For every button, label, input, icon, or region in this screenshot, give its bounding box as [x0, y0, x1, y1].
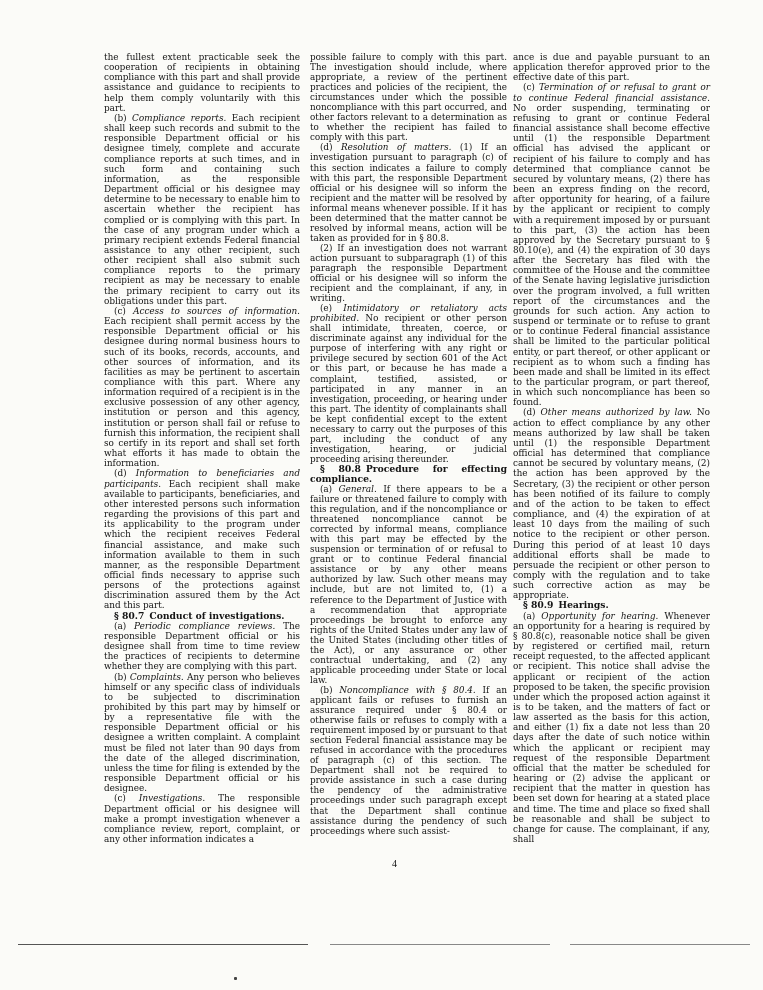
paragraph-heading: Information to beneficiaries and participants.: [104, 469, 300, 490]
paragraph-text: No action to effect compliance by any other means authorized by law shall be taken until (1) the responsible Department official has determined that compliance cannot be secured by voluntary means, (2) the action has been approved by the Secretary, (3) the recipient or other person has been notified of its failure to comply and of the action to be taken to effect compliance, and (4) the expiration of at least 10 days from the mailing of such notice to the recipient or other person. During this period of at least 10 days additional efforts shall be made to persuade the recipient or other person to comply with the regulation and to take such corrective action as may be appropriate.: [513, 408, 711, 602]
footer-rule: [18, 944, 308, 945]
section-heading-80-7: [104, 612, 300, 622]
paragraph-compliance-reports: [104, 114, 300, 307]
paragraph-continuation: ance is due and payable pursuant to an application therefor approved prior to the effective date of this part.: [513, 53, 710, 84]
paragraph-termination: [513, 83, 710, 408]
section-number: § 80.8: [320, 463, 361, 475]
paragraph-label: (c): [523, 83, 535, 94]
paragraph-text: Whenever an opportunity for a hearing is required by § 80.8(c), reasonable notice shall be given by registered or certified mail, return receipt requested, to the affected applicant or recipient. This notice shall advise the applicant or recipient of the action proposed to be taken, the specific provision under which the proposed action against it is to be taken, and the matters of fact or law asserted as the basis for this action, and either (1) fix a date not less than 20 days after the date of such notice within which the applicant or recipient may request of the responsible Department official that the matter be scheduled for hearing or (2) advise the applicant or recipient that the matter in question has been set down for hearing at a stated place and time. The time and place so fixed shall be reasonable and shall be subject to change for cause. The complainant, if any, shall: [513, 611, 710, 846]
paragraph-label: (d): [320, 143, 333, 154]
paragraph-text: Each recipient shall make available to participants, beneficiaries, and other interested persons such information regarding the provisions of this part and its applicability to the program under which the recipient receives Federal financial assistance, and make such information available to them in such manner, as the responsible Department official finds necessary to apprise such persons of the protections against discrimination assured them by the Act and this part.: [104, 479, 300, 612]
paragraph-heading: Complaints.: [129, 672, 184, 683]
footer-rule: [330, 944, 550, 945]
paragraph-information-beneficiaries: [104, 469, 300, 611]
paragraph-text: Any person who believes himself or any specific class of individuals to be subjected to discrimination prohibited by this part may by himself or by a representative file with the responsible Department official or his designee a written complaint. A complaint must be filed not later than 90 days from the date of the alleged discrimination, unless the time for filing is extended by the responsible Department official or his designee.: [104, 672, 300, 795]
paragraph-text: (1) If an investigation pursuant to paragraph (c) of this section indicates a failure to comply with this part, the responsible Department official or his designee will so inform the recipient and the matter will be resolved by informal means whenever possible. If it has been determined that the matter cannot be resolved by informal means, action will be taken as provided for in § 80.8.: [310, 143, 508, 244]
section-number: § 80.9: [523, 600, 554, 612]
paragraph-text: If there appears to be a failure or threatened failure to comply with this regulation, and if the noncompliance or threatened noncompliance cannot be corrected by informal means, compliance with this part may be effected by the suspension or termination of or refusal to grant or to continue Federal financial assistance or by any other means authorized by law. Such other means may include, but are not limited to, (1) a reference to the Department of Justice with a recommendation that appropriate proceedings be brought to enforce any rights of the United States under any law of the United States (including other titles of the Act), or any assurance or other contractual undertaking, and (2) any applicable proceeding under State or local law.: [310, 485, 508, 686]
paragraph-periodic-reviews: [104, 622, 300, 673]
paragraph-complaints: [104, 673, 300, 795]
paragraph-other-means: [513, 408, 710, 601]
section-title: Procedure for effecting compliance.: [310, 463, 507, 485]
paragraph-continuation: possible failure to comply with this part. The investigation should include, where appropriate, a review of the pertinent practices and policies of the recipient, the circumstances under which the possible noncompliance with this part occurred, and other factors relevant to a determination as to whether the recipient has failed to comply with this part.: [310, 53, 507, 144]
paragraph-label: (d): [114, 469, 127, 480]
paragraph-text: The responsible Department official or his designee will make a prompt investigation whenever a compliance review, report, complaint, or any other information indicates a: [104, 794, 301, 846]
paragraph-label: (d): [523, 408, 536, 419]
paragraph-text: Each recipient shall permit access by the responsible Department official or his designee during normal business hours to such of its books, records, accounts, and other sources of information, and its facilities as may be pertinent to ascertain compliance with this part. Where any information required of a recipient is in the exclusive possession of any other agency, institution or person and this agency, institution or person shall fail or refuse to furnish this information, the recipient shall so certify in its report and shall set forth what efforts it has made to obtain the information.: [104, 317, 301, 470]
paragraph-label: (a): [523, 611, 536, 622]
section-heading-80-8: [310, 465, 507, 485]
paragraph-label: (b): [114, 113, 127, 124]
paragraph-label: (b): [114, 672, 127, 683]
paragraph-noncompliance: [310, 686, 507, 837]
paragraph-text: Each recipient shall keep such records and submit to the responsible Department official or his designee timely, complete and accurate compliance reports at such times, and in such form and containing such information, as the responsible Department official or his designee may determine to be necessary to enable him to ascertain whether the recipient has complied or is complying with this part. In the case of any program under which a primary recipient extends Federal financial assistance to any other recipient, such other recipient shall also submit such compliance reports to the primary recipient as may be necessary to enable the primary recipient to carry out its obligations under this part.: [104, 113, 301, 307]
paragraph-text: No recipient or other person shall intimidate, threaten, coerce, or discriminate against any individual for the purpose of interfering with any right or privilege secured by section 601 of the Act or this part, or because he has made a complaint, testified, assisted, or participated in any manner in an investigation, proceeding, or hearing under this part. The identity of complainants shall be kept confidential except to the extent necessary to carry out the purposes of this part, including the conduct of any investigation, hearing, or judicial proceeding arising thereunder.: [310, 314, 508, 465]
paragraph-general: [310, 485, 507, 686]
paragraph-label: (e): [320, 304, 333, 315]
paragraph-label: (b): [320, 685, 333, 696]
section-heading-80-9: [513, 601, 710, 611]
footer-rule: [570, 944, 750, 945]
paragraph-heading: Opportunity for hearing.: [541, 611, 659, 622]
paragraph-heading: Periodic compliance reviews.: [134, 621, 276, 632]
section-title: Conduct of investigations.: [149, 610, 285, 622]
scan-speck: [234, 977, 237, 980]
paragraph-intro: the fullest extent practicable seek the cooperation of recipients in obtaining compliance with this part and shall provide assistance and guidance to recipients to help them comply voluntarily with this part.: [104, 53, 300, 114]
section-number: § 80.7: [114, 610, 145, 622]
page-number: 4: [392, 859, 397, 870]
paragraph-label: (a): [114, 621, 127, 632]
paragraph-text: No order suspending, terminating or refusing to grant or continue Federal financial assistance shall become effective until (1) the responsible Department official has advised the applicant or recipient of his failure to comply and has determined that compliance cannot be secured by voluntary means, (2) there has been an express finding on the record, after opportunity for hearing, of a failure by the applicant or recipient to comply with a requirement imposed by or pursuant to this part, (3) the action has been approved by the Secretary pursuant to § 80.10(e), and (4) the expiration of 30 days after the Secretary has filed with the committee of the House and the committee of the Senate having legislative jurisdiction over the program involved, a full written report of the circumstances and the grounds for such action. Any action to suspend or terminate or to refuse to grant or to continue Federal financial assistance shall be limited to the particular political entity, or part thereof, or other applicant or recipient as to whom such a finding has been made and shall be limited in its effect to the particular program, or part thereof, in which such noncompliance has been so found.: [513, 103, 710, 409]
paragraph-label: (c): [114, 306, 126, 317]
paragraph-heading: Intimidatory or retaliatory acts prohibited.: [310, 304, 507, 325]
paragraph-heading: Access to sources of information.: [133, 306, 300, 317]
paragraph-heading: General.: [338, 485, 377, 496]
paragraph-investigations: [104, 794, 300, 845]
column-right: [513, 53, 710, 845]
column-left: [104, 53, 300, 845]
paragraph-text: The responsible Department official or his designee shall from time to time review the practices of recipients to determine whether they are complying with this part.: [104, 621, 300, 673]
paragraph-text: If an applicant fails or refuses to furnish an assurance required under § 80.4 or otherwise fails or refuses to comply with a requirement imposed by or pursuant to that section Federal financial assistance may be refused in accordance with the procedures of paragraph (c) of this section. The Department shall not be required to provide assistance in such a case during the pendency of the administrative proceedings under such paragraph except that the Department shall continue assistance during the pendency of such proceedings where such assist-: [310, 685, 508, 837]
paragraph-opportunity-hearing: [513, 612, 710, 846]
paragraph-heading: Compliance reports.: [132, 113, 227, 124]
paragraph-resolution-2: (2) If an investigation does not warrant action pursuant to subparagraph (1) of this paragraph the responsible Department official or his designee will so inform the recipient and the complainant, if any, in writing.: [310, 243, 507, 305]
paragraph-access-sources: [104, 307, 300, 470]
column-middle: [310, 53, 507, 837]
paragraph-heading: Termination of or refusal to grant or to continue Federal financial assistance.: [513, 83, 711, 104]
paragraph-label: (a): [320, 485, 333, 496]
paragraph-resolution-matters: [310, 143, 507, 243]
paragraph-label: (c): [114, 794, 126, 805]
paragraph-heading: Resolution of matters.: [341, 143, 452, 154]
paragraph-heading: Noncompliance with § 80.4.: [339, 685, 476, 696]
paragraph-heading: Other means authorized by law.: [540, 408, 692, 419]
paragraph-intimidatory-acts: [310, 304, 507, 465]
section-title: Hearings.: [558, 600, 609, 612]
paragraph-heading: Investigations.: [138, 794, 206, 805]
